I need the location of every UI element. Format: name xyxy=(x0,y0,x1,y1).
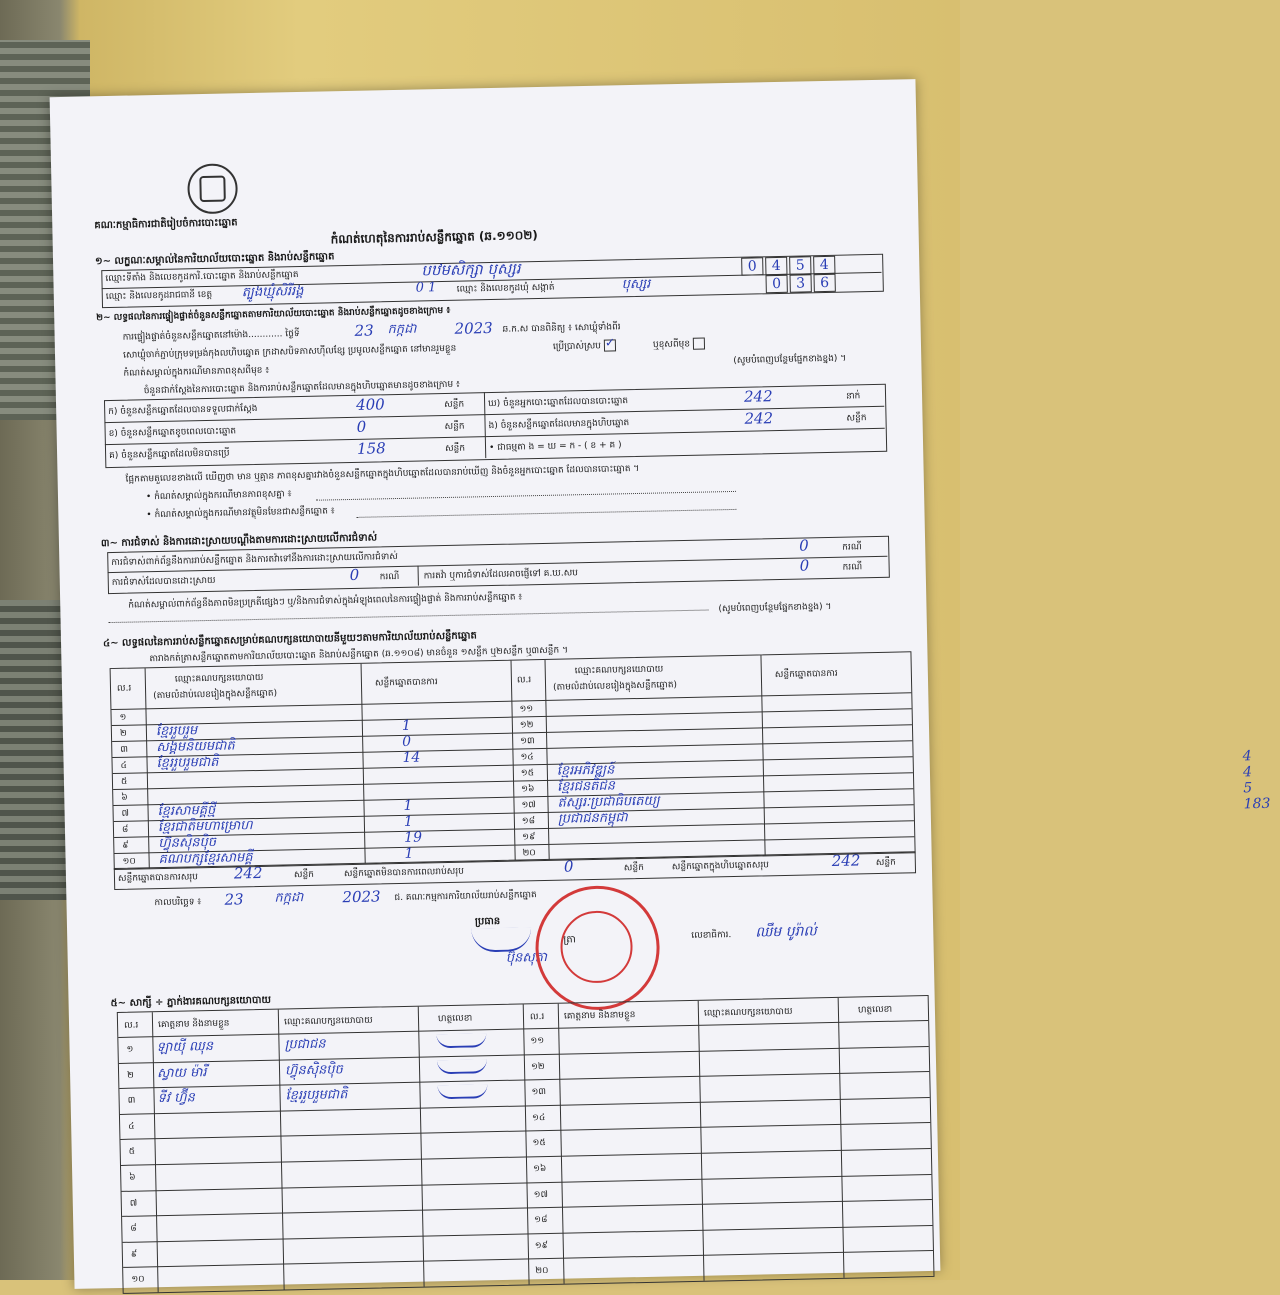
w-col-name: គោត្តនាម និងនាមខ្លួន xyxy=(563,1010,636,1022)
result-row-no: ១៨ xyxy=(521,816,536,827)
objection-row2a-value: 0 xyxy=(349,565,360,585)
witness-row-no: ១៥ xyxy=(532,1138,546,1149)
result-row-votes: 19 xyxy=(404,829,423,846)
secretary-name: ឈឹម បូរ៉ាល់ xyxy=(755,923,817,941)
witness-row-no: ៧ xyxy=(129,1198,138,1209)
w-col-party: ឈ្មោះគណបក្សនយោបាយ xyxy=(703,1006,793,1019)
count-unit: សន្លឹក xyxy=(444,421,465,432)
section5-title: ៥~ សាក្សី ÷ ភ្នាក់ងារគណបក្សនយោបាយ xyxy=(110,994,272,1010)
witness-row-name: ឡាយ៉ី ឈុន xyxy=(156,1038,214,1056)
check-date-year: 2023 xyxy=(454,318,493,338)
result-row-no: ១២ xyxy=(519,720,534,731)
total-valid: 242 xyxy=(233,863,263,883)
result-row-votes: 183 xyxy=(1243,795,1271,813)
case-unit: ករណី xyxy=(842,542,862,553)
witness-row-no: ១១ xyxy=(530,1036,545,1047)
section2-sub: ចំនួនជាក់ស្តែងនៃការបោះឆ្នោត និងការរាប់សន្លឹកឆ្នោតដែលមានក្នុងហិបឆ្នោតមានដូចខាងក្រោម ៖ xyxy=(143,379,461,397)
count-unit: សន្លឹក xyxy=(846,413,867,424)
count-value-e: 242 xyxy=(744,409,774,428)
total-invalid-label: សន្លឹកឆ្នោតមិនបានការពេលរាប់សរុប xyxy=(343,866,465,880)
total-box-label: សន្លឹកឆ្នោតក្នុងហិបឆ្នោតសរុប xyxy=(671,860,770,873)
count-unit: នាក់ xyxy=(845,391,861,402)
official-stamp xyxy=(534,885,661,1012)
witness-row-no: ២ xyxy=(127,1070,135,1081)
result-row-party: ខ្មែររួបរួម xyxy=(155,723,198,740)
commune-code-digit: 6 xyxy=(813,274,835,292)
count-value-d: 242 xyxy=(743,387,773,406)
result-date-day: 23 xyxy=(224,890,244,909)
count-unit: សន្លឹក xyxy=(444,399,465,411)
count-unit: សន្លឹក xyxy=(444,443,466,454)
sheet-unit: សន្លឹក xyxy=(875,857,896,869)
section2-title: ២~ លទ្ធផលនៃការផ្ទៀងផ្ទាត់ចំនួនសន្លឹកឆ្នោតតាមការិយាល័យបោះឆ្នោត និងរាប់សន្លឹកឆ្នោតដូចខាងក្រោម ៖ xyxy=(96,305,451,324)
w-col-no: ល.រ xyxy=(529,1012,545,1023)
note2: • កំណត់សម្គាល់ក្នុងករណីមានភាពខុសគ្នា ៖ xyxy=(145,489,292,503)
chief-name: ប៊ុនសុគា xyxy=(505,949,548,966)
result-row-party: ខ្មែរសាមគ្គីថ្មី xyxy=(157,802,216,820)
result-row-no: ១៦ xyxy=(521,784,535,795)
form-paper xyxy=(50,79,1271,1289)
sheet-unit: សន្លឹក xyxy=(293,869,315,881)
witness-row-no: ១៣ xyxy=(531,1087,547,1098)
count-value-c: 158 xyxy=(356,439,386,458)
commune-code-digit: 0 xyxy=(765,275,787,293)
count-label-d: ឃ) ចំនួនអ្នកបោះឆ្នោតដែលបានបោះឆ្នោត xyxy=(488,396,629,410)
emblem-icon xyxy=(187,163,238,214)
form-content xyxy=(78,119,1271,1288)
w-col-sign: ហត្ថលេខា xyxy=(857,1004,893,1016)
witness-row-no: ១ xyxy=(126,1044,134,1055)
result-row-party: គណបក្សខ្មែរសាមគ្គី xyxy=(158,850,253,868)
w-col-name: គោត្តនាម និងនាមខ្លួន xyxy=(157,1018,230,1031)
result-row-party: ខ្មែរជនតិជន xyxy=(557,778,616,795)
result-row-no: ៥ xyxy=(120,776,128,787)
check-date-day: 23 xyxy=(354,321,374,340)
witness-row-name: ស្វាយ ម៉ារី xyxy=(156,1064,207,1081)
case-unit: ករណី xyxy=(842,562,863,573)
result-row-no: ៦ xyxy=(121,792,128,803)
row-divider xyxy=(512,724,912,733)
org-name: គណៈកម្មាធិការជាតិរៀបចំការបោះឆ្នោត xyxy=(94,217,238,232)
col-party-sub: (តាមលំដាប់លេខរៀងក្នុងសន្លឹកឆ្នោត) xyxy=(552,680,678,693)
result-row-no: ២០ xyxy=(522,848,536,859)
result-row-votes: 4 xyxy=(1242,748,1252,765)
station-code-digit: 0 xyxy=(741,257,763,275)
witness-table xyxy=(117,995,935,1294)
result-row-party: ប្រជាជនកម្ពុជា xyxy=(557,810,628,827)
result-row-votes: 0 xyxy=(402,733,412,750)
col-party: ឈ្មោះគណបក្សនយោបាយ xyxy=(574,664,664,677)
row-divider xyxy=(512,740,912,749)
count-label-c: គ) ចំនួនសន្លឹកឆ្នោតដែលមិនបានប្រើ xyxy=(109,448,230,462)
witness-row-no: ៩ xyxy=(130,1249,138,1260)
section3-fill: (សូមបំពេញបន្ថែមផ្នែកខាងខ្នង) ។ xyxy=(718,601,832,615)
row-divider xyxy=(113,781,513,790)
witness-row-party: ហ៊្វុនស៊ិនប៉ិច xyxy=(284,1061,343,1079)
not-ok-label: ឬខុសពីមុខ xyxy=(652,339,691,351)
result-row-party: ហ៊្វុនស៊ិនប៉ិច xyxy=(158,834,217,852)
witness-row-no: ១៤ xyxy=(531,1112,546,1124)
witness-row-no: ១៩ xyxy=(534,1240,549,1252)
station-label: ឈ្មោះទីតាំង និងលេខកូដការិ.បោះឆ្នោត និងរាប់សន្លឹកឆ្នោត xyxy=(105,270,299,285)
witness-row-no: ១៦ xyxy=(533,1164,547,1175)
commune-code-digit: 3 xyxy=(789,274,811,292)
not-ok-checkbox[interactable] xyxy=(653,338,705,353)
col-party-sub: (តាមលំដាប់លេខរៀងក្នុងសន្លឹកឆ្នោត) xyxy=(153,688,278,702)
station-code-digit: 4 xyxy=(813,256,835,274)
witness-signature xyxy=(437,1059,487,1074)
result-row-no: ១ xyxy=(119,712,127,723)
result-row-votes: 1 xyxy=(403,797,413,814)
section4-title: ៤~ លទ្ធផលនៃការរាប់សន្លឹកឆ្នោតសម្រាប់គណបក្សនយោបាយនីមួយៗតាមការិយាល័យរាប់សន្លឹកឆ្នោត xyxy=(102,630,477,650)
result-row-votes: 5 xyxy=(1243,780,1253,797)
result-date-year: 2023 xyxy=(342,887,381,907)
section3-note: កំណត់សម្គាល់ពាក់ព័ន្ធនឹងភាពមិនប្រក្រតីផ្សេងៗ ឬ/និងការជំទាស់ក្នុងអំឡុងពេលនៃការផ្ទៀងផ្ទាត់ និងការរាប់សន្លឹកឆ្នោត ៖ xyxy=(128,592,523,611)
witness-row-no: ៣ xyxy=(127,1095,136,1106)
result-row-no: ១៧ xyxy=(521,800,536,811)
count-value-b: 0 xyxy=(356,417,367,436)
witness-row-no: ៨ xyxy=(130,1223,137,1234)
w-col-no: ល.រ xyxy=(123,1020,139,1031)
row-divider xyxy=(514,836,914,845)
date-label: កាលបរិច្ឆេទ ៖ xyxy=(154,897,202,909)
result-row-votes: 1 xyxy=(404,845,414,862)
objection-row1-value: 0 xyxy=(798,536,809,555)
form-title: កំណត់ហេតុនៃការរាប់សន្លឹកឆ្នោត (ឆ.១១០២) xyxy=(330,228,538,247)
section3-title: ៣~ ការជំទាស់ និងការដោះស្រាយបណ្តឹងតាមការដោះស្រាយលើការជំទាស់ xyxy=(100,532,378,550)
w-col-party: ឈ្មោះគណបក្សនយោបាយ xyxy=(283,1015,373,1028)
station-name: បឋមសិក្សា បុស្សរ xyxy=(421,259,521,280)
count-label-b: ខ) ចំនួនសន្លឹកឆ្នោតខូចពេលបោះឆ្នោត xyxy=(108,426,237,440)
count-label-e: ង) ចំនួនសន្លឹកឆ្នោតដែលមានក្នុងហិបឆ្នោត xyxy=(488,418,630,432)
total-box: 242 xyxy=(831,851,861,870)
total-invalid: 0 xyxy=(563,857,574,876)
check-date-month: កក្កដា xyxy=(387,321,417,338)
witness-row-party: ប្រជាជន xyxy=(284,1036,326,1053)
chief-label: ប្រធាន xyxy=(474,915,501,928)
witness-row-no: ៤ xyxy=(128,1121,135,1132)
count-value-a: 400 xyxy=(355,395,385,414)
seal-label: ត្រា xyxy=(563,934,576,946)
row-divider xyxy=(512,708,912,717)
note3: • កំណត់សម្គាល់ក្នុងករណីមានវត្ថុមិនមែនជាសន្លឹកឆ្នោត ៖ xyxy=(146,506,335,521)
witness-row-no: ១២ xyxy=(530,1061,545,1072)
station-code-digit: 4 xyxy=(765,257,787,275)
section1-title: ១~ លក្ខណៈសម្គាល់នៃការិយាល័យបោះឆ្នោត និងរាប់សន្លឹកឆ្នោត xyxy=(94,251,335,268)
result-row-no: ២ xyxy=(119,728,127,739)
formula-note: • ជាធម្មតា ង = ឃ = ក - ( ខ + គ ) xyxy=(488,440,622,454)
count-label-a: ក) ចំនួនសន្លឹកឆ្នោតដែលបានទទួលជាក់ស្តែង xyxy=(108,403,258,418)
result-row-party: ឥស្សរៈប្រជាធិបតេយ្យ xyxy=(557,793,660,811)
col-no: ល.រ xyxy=(116,683,132,694)
seal-line: សោឃ្លុំចាក់ភ្ជាប់ក្រុមទម្រង់កុងលហិបឆ្នោត ក្រដាសបិទភាសហ៊ីលខ្សែ ប្រមូលសន្លឹកឆ្នោត នៅមានរួមខ្លួន xyxy=(122,343,457,361)
col-votes: សន្លឹកឆ្នោតបានការ xyxy=(774,668,838,681)
result-row-no: ១៣ xyxy=(520,736,535,747)
sheet-unit: សន្លឹក xyxy=(623,862,644,874)
col-no: ល.រ xyxy=(516,675,532,686)
result-row-no: ៤ xyxy=(120,760,128,771)
total-valid-label: សន្លឹកឆ្នោតបានការសរុប xyxy=(117,872,199,884)
result-row-votes: 1 xyxy=(401,717,411,734)
result-row-votes: 14 xyxy=(402,749,421,766)
result-row-no: ៧ xyxy=(121,808,130,819)
objection-row1: ការជំទាស់ពាក់ព័ន្ធនឹងការរាប់សន្លឹកឆ្នោត និងការតវ៉ាទៅនឹងការដោះស្រាយលើការជំទាស់ xyxy=(111,552,399,569)
col-votes: សន្លឹកឆ្នោតបានការ xyxy=(374,677,438,689)
note1: កំណត់សម្គាល់ក្នុងករណីមានភាពខុសពីមុខ ៖ xyxy=(123,365,270,379)
result-row-no: ៩ xyxy=(122,840,129,851)
district-name: ត្បូងឃ្មុំសិរីរង្គ xyxy=(241,283,304,301)
result-row-votes: 1 xyxy=(403,813,413,830)
objection-row2b: ការតវ៉ា ឬការជំទាស់ដែលអាចផ្ញើទៅ គ.ឃ.សប xyxy=(423,568,579,582)
witness-row-no: ៥ xyxy=(128,1147,136,1158)
compare-note: ផ្អែកតាមតួលេខខាងលើ ឃើញថា មាន ឬគ្មាន ភាពខុសគ្នារវាងចំនួនសន្លឹកឆ្នោតក្នុងហិបឆ្នោតដែលបានរាប់ឃើញ និងចំនួនអ្នកបោះឆ្នោត ដែលបានបោះឆ្នោត ។ xyxy=(125,463,640,485)
district-code: 0 1 xyxy=(415,280,437,296)
ok-checkbox[interactable]: ប្រើប្រាស់ស្រប ✓ xyxy=(552,335,616,353)
result-row-party: សង្គមនិយមជាតិ xyxy=(156,738,235,756)
result-row-no: ១០ xyxy=(122,856,136,867)
commune-name: បុស្សរ xyxy=(621,276,651,293)
witness-signature xyxy=(436,1033,486,1048)
district-label: ឈ្មោះ និងលេខកូដរាជធានី ខេត្ត xyxy=(105,289,213,303)
witness-row-no: ១៨ xyxy=(534,1215,548,1226)
result-row-votes: 4 xyxy=(1242,764,1253,781)
witness-row-no: ១០ xyxy=(131,1274,145,1286)
result-date-month: កក្កដា xyxy=(274,890,304,906)
witness-row-no: ១៧ xyxy=(533,1189,549,1200)
result-row-no: ១៩ xyxy=(522,832,536,843)
witness-row-name: ទីវ ហ្វ៊ីន xyxy=(157,1090,195,1107)
witness-row-party: ខ្មែររួបរួមជាតិ xyxy=(285,1087,348,1104)
witness-signature xyxy=(437,1084,487,1099)
witness-row-no: ២០ xyxy=(535,1266,549,1277)
result-row-no: ១១ xyxy=(519,704,534,715)
case-unit: ករណី xyxy=(379,571,400,583)
secretary-label: លេខាធិការ. xyxy=(691,930,732,941)
station-code-digit: 5 xyxy=(789,256,811,274)
results-table xyxy=(110,651,1271,870)
objection-row2a: ការជំទាស់ដែលបានដោះស្រាយ xyxy=(111,575,216,589)
witness-row-no: ៦ xyxy=(129,1172,136,1183)
result-row-no: ១៤ xyxy=(520,752,534,763)
committee-label: ជ. គណៈកម្មការការិយាល័យរាប់សន្លឹកឆ្នោត xyxy=(394,890,537,904)
result-row-no: ១៥ xyxy=(520,768,535,779)
objection-row2b-value: 0 xyxy=(799,556,810,575)
result-row-no: ៣ xyxy=(120,744,129,755)
section4-sub: តារាងកត់ត្រាសន្លឹកឆ្នោតតាមការិយាល័យបោះឆ្នោត និងរាប់សន្លឹកឆ្នោត (ឆ.១១០៨) មានចំនួន ១សន្លឹក ឬ២សន្លឹក ឬ៣សន្លឹក ។ xyxy=(149,645,569,665)
w-col-sign: ហត្ថលេខា xyxy=(437,1013,473,1025)
result-row-party: ខ្មែររួបរួមជាតិ xyxy=(156,754,219,772)
result-row-no: ៨ xyxy=(121,824,129,835)
commune-label: ឈ្មោះ និងលេខកូដឃុំ សង្កាត់ xyxy=(456,282,555,295)
section2-intro: ការផ្ទៀងផ្ទាត់ចំនួនសន្លឹកឆ្នោតនៅម៉ោង............ ថ្ងៃទី xyxy=(122,329,300,343)
col-party: ឈ្មោះគណបក្សនយោបាយ xyxy=(174,672,264,685)
fill-note: (សូមបំពេញបន្ថែមផ្នែកខាងខ្នង) ។ xyxy=(733,353,847,366)
result-row-party: ខ្មែរជាតិមហាម្រោហ xyxy=(157,818,253,836)
result-row-party: ខ្មែរអភិវឌ្ឍន៍ xyxy=(556,762,615,779)
ok-label: ប្រើប្រាស់ស្រប xyxy=(552,341,602,353)
lunar-note: ឆ.ក.ស បានពិនិត្យ ៖ សោឃ្លុំទាំងពីរ xyxy=(502,322,621,335)
